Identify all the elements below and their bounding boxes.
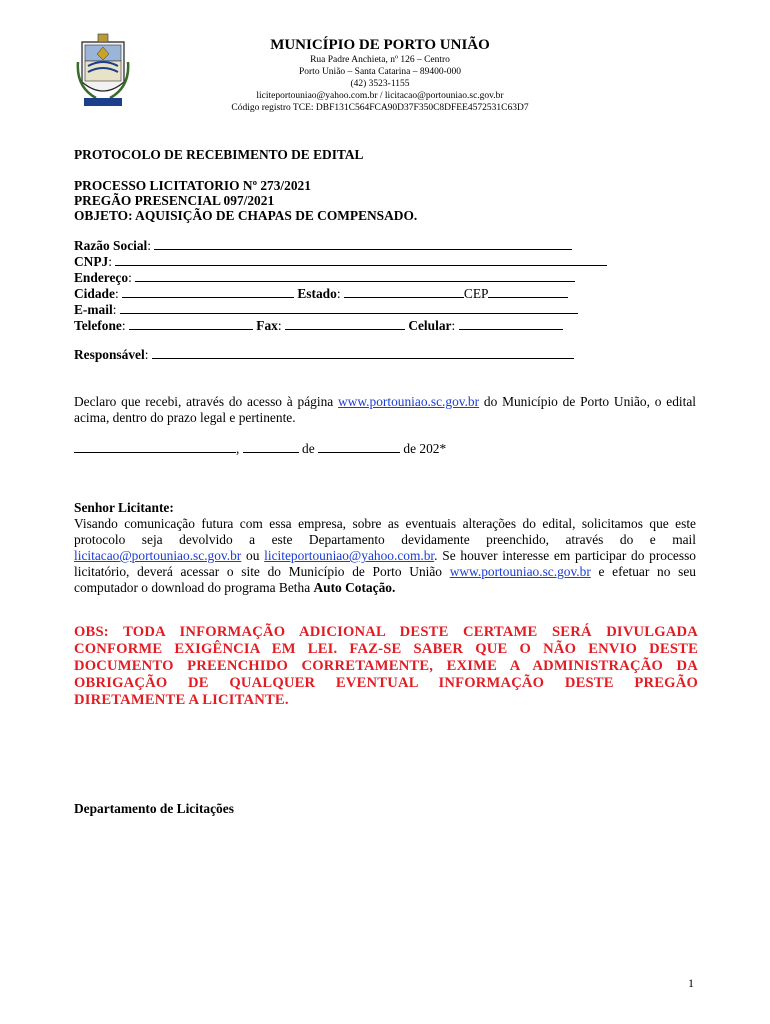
field-razao-social: Razão Social: xyxy=(74,238,572,254)
endereco-blank[interactable] xyxy=(135,270,575,282)
tce-code: Código registro TCE: DBF131C564FCA90D37F350C8DFEE4572531C63D7 xyxy=(231,103,529,113)
razao-social-label: Razão Social xyxy=(74,238,148,253)
site-link[interactable]: www.portouniao.sc.gov.br xyxy=(449,564,591,579)
declaration-text-2: do Município de Porto União, o edital acima, dentro do prazo legal e pertinente. xyxy=(74,394,696,425)
fax-label: Fax xyxy=(256,318,278,333)
licitante-heading: Senhor Licitante: xyxy=(74,500,174,515)
field-email: E-mail: xyxy=(74,302,578,318)
month-blank[interactable] xyxy=(318,441,400,453)
cidade-blank[interactable] xyxy=(122,286,294,298)
telefone-blank[interactable] xyxy=(129,318,253,330)
municipality-name: MUNICÍPIO DE PORTO UNIÃO xyxy=(270,37,490,53)
celular-blank[interactable] xyxy=(459,318,563,330)
portal-link[interactable]: www.portouniao.sc.gov.br xyxy=(338,394,480,409)
field-cidade-estado-cep: Cidade: Estado: CEP xyxy=(74,286,568,302)
phone-number: (42) 3523-1155 xyxy=(350,79,410,89)
responsavel-label: Responsável xyxy=(74,347,145,362)
cnpj-label: CNPJ xyxy=(74,254,109,269)
declaration-text-1: Declaro que recebi, através do acesso à página xyxy=(74,394,339,409)
program-name: Auto Cotação. xyxy=(313,580,396,595)
declaration-paragraph xyxy=(74,394,696,426)
field-responsavel: Responsável: xyxy=(74,347,574,363)
address-line-2: Porto União – Santa Catarina – 89400-000 xyxy=(298,67,461,77)
licitante-text-3: e efetuar no seu computador o download do programa Betha xyxy=(74,564,696,595)
protocol-title: PROTOCOLO DE RECEBIMENTO DE EDITAL xyxy=(74,147,364,162)
letterhead xyxy=(200,36,560,114)
estado-blank[interactable] xyxy=(344,286,464,298)
coat-of-arms-logo xyxy=(76,32,130,112)
pregao-number: PREGÃO PRESENCIAL 097/2021 xyxy=(74,193,275,208)
licitante-ou: ou xyxy=(241,548,265,563)
place-blank[interactable] xyxy=(74,441,236,453)
field-telefone-fax-celular: Telefone: Fax: Celular: xyxy=(74,318,563,334)
department-signature: Departamento de Licitações xyxy=(74,801,234,816)
razao-social-blank[interactable] xyxy=(154,238,572,250)
licitante-paragraph xyxy=(74,516,696,596)
email-label: E-mail xyxy=(74,302,113,317)
endereco-label: Endereço xyxy=(74,270,129,285)
contact-emails: liciteportouniao@yahoo.com.br / licitacao@portouniao.sc.gov.br xyxy=(256,91,504,101)
date-de-1: de xyxy=(298,441,319,456)
date-de-2: de 202* xyxy=(400,441,447,456)
page-number: 1 xyxy=(688,976,694,990)
licitante-text-2: . Se houver interesse em participar do processo licitatório, deverá acessar o site do Município de Porto União xyxy=(74,548,696,579)
cnpj-blank[interactable] xyxy=(115,254,607,266)
responsavel-blank[interactable] xyxy=(152,347,574,359)
cep-label: CEP xyxy=(463,286,489,301)
field-endereco: Endereço: xyxy=(74,270,575,286)
process-number: PROCESSO LICITATORIO Nº 273/2021 xyxy=(74,178,311,193)
email-blank[interactable] xyxy=(120,302,578,314)
date-line: , de de 202* xyxy=(74,441,446,457)
estado-label: Estado xyxy=(297,286,337,301)
licitante-text-1: Visando comunicação futura com essa empresa, sobre as eventuais alterações do edital, solicitamos que este protocolo seja devolvido a este Departamento devidamente preenchido, através do e mail xyxy=(74,516,696,547)
celular-label: Celular xyxy=(408,318,452,333)
obs-notice: OBS: TODA INFORMAÇÃO ADICIONAL DESTE CERTAME SERÁ DIVULGADA CONFORME EXIGÊNCIA EM LEI. FAZ-SE SABER QUE O NÃO ENVIO DESTE DOCUMENTO PREENCHIDO CORRETAMENTE, EXIME A ADMINISTRAÇÃO DA OBRIGAÇÃO DE QUALQUER EVENTUAL INFORMAÇÃO DESTE PREGÃO DIRETAMENTE A LICITANTE. xyxy=(74,624,698,708)
cep-blank[interactable] xyxy=(488,286,568,298)
field-cnpj: CNPJ: xyxy=(74,254,607,270)
day-blank[interactable] xyxy=(243,441,299,453)
cidade-label: Cidade xyxy=(74,286,115,301)
yahoo-email-link[interactable]: liciteportouniao@yahoo.com.br xyxy=(264,548,435,563)
telefone-label: Telefone xyxy=(74,318,122,333)
address-line-1: Rua Padre Anchieta, nº 126 – Centro xyxy=(310,55,450,65)
fax-blank[interactable] xyxy=(285,318,405,330)
object-description: OBJETO: AQUISIÇÃO DE CHAPAS DE COMPENSADO. xyxy=(74,208,418,223)
licitacao-email-link[interactable]: licitacao@portouniao.sc.gov.br xyxy=(74,548,242,563)
